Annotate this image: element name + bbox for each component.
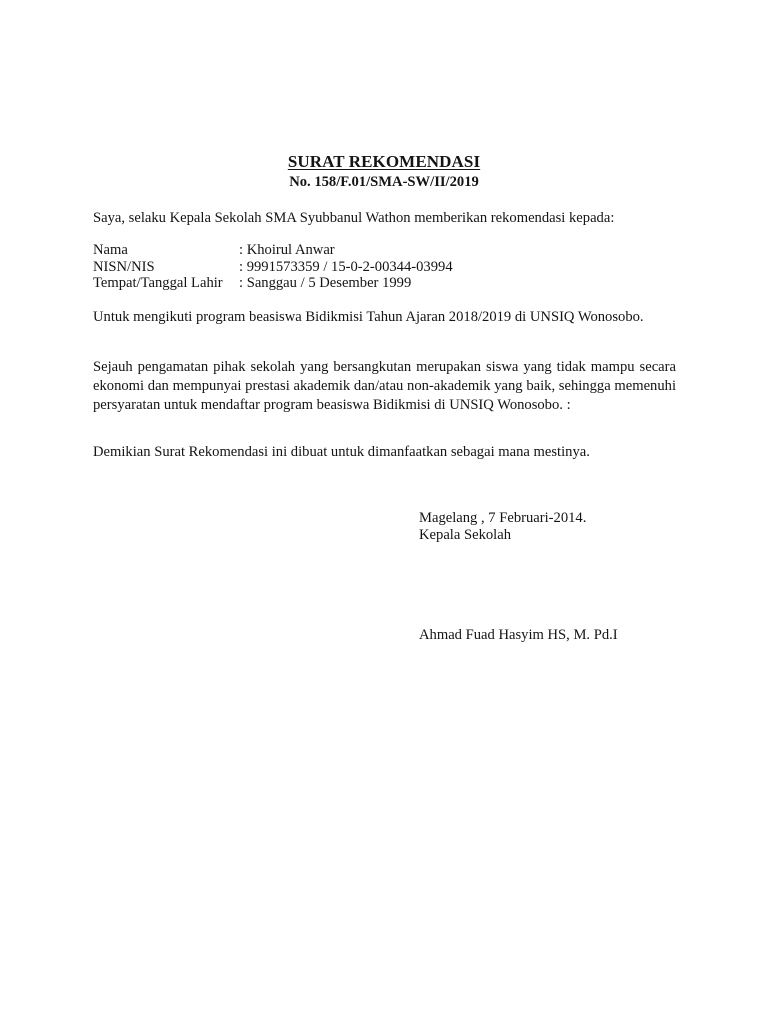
field-value: : 9991573359 / 15-0-2-00344-03994 <box>239 258 453 275</box>
purpose-paragraph: Untuk mengikuti program beasiswa Bidikmisi Tahun Ajaran 2018/2019 di UNSIQ Wonosobo. <box>93 309 644 325</box>
intro-paragraph: Saya, selaku Kepala Sekolah SMA Syubbanul Wathon memberikan rekomendasi kepada: <box>93 210 615 226</box>
signature-name: Ahmad Fuad Hasyim HS, M. Pd.I <box>419 627 618 643</box>
field-label: Tempat/Tanggal Lahir <box>93 275 223 291</box>
student-details <box>93 242 453 292</box>
field-row-nisn <box>93 259 453 276</box>
signature-place-date: Magelang , 7 Februari-2014. <box>419 510 587 526</box>
field-value: : Sanggau / 5 Desember 1999 <box>239 275 412 291</box>
field-value: : Khoirul Anwar <box>239 242 335 258</box>
closing-paragraph: Demikian Surat Rekomendasi ini dibuat untuk dimanfaatkan sebagai mana mestinya. <box>93 444 590 460</box>
field-label: NISN/NIS <box>93 258 155 275</box>
assessment-paragraph: Sejauh pengamatan pihak sekolah yang bersangkutan merupakan siswa yang tidak mampu secara ekonomi dan mempunyai prestasi akademik dan/atau non-akademik yang baik, sehingga memenuhi persyaratan untuk mendaftar program beasiswa Bidikmisi di UNSIQ Wonosobo. : <box>93 359 676 413</box>
field-label: Nama <box>93 242 128 258</box>
letter-number: No. 158/F.01/SMA-SW/II/2019 <box>289 174 479 190</box>
field-row-birth <box>93 275 453 292</box>
letter-title: SURAT REKOMENDASI <box>287 152 481 171</box>
field-row-name <box>93 242 453 259</box>
signature-role: Kepala Sekolah <box>419 527 511 543</box>
